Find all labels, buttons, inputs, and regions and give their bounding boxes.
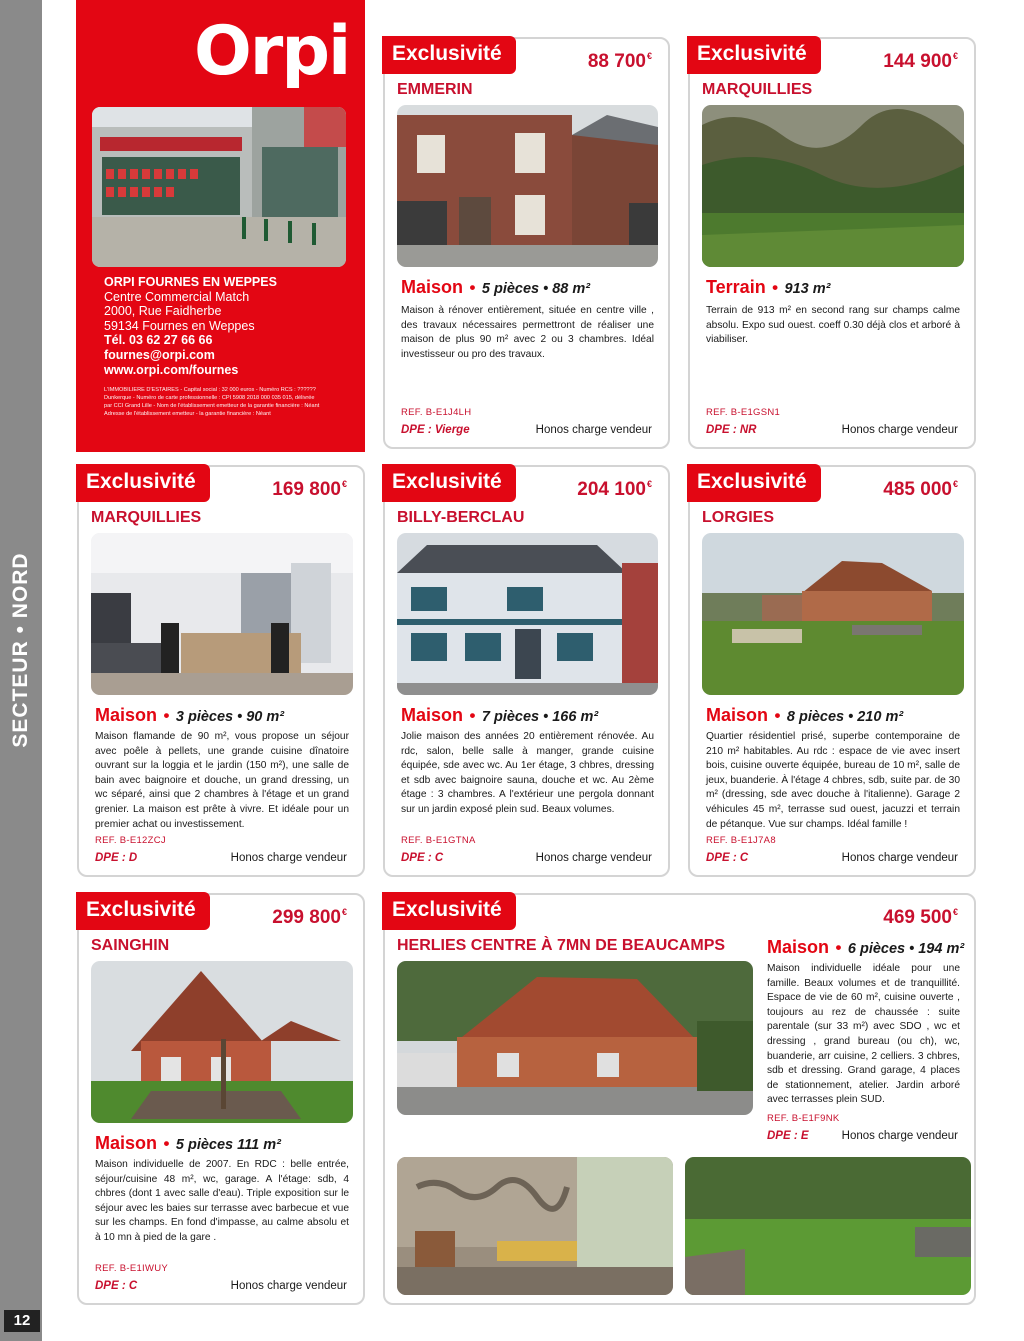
listing-card-sainghin[interactable]: [77, 893, 365, 1305]
separator: •: [469, 706, 476, 725]
listing-card-emmerin[interactable]: [383, 37, 670, 449]
listing-description: Maison individuelle idéale pour une famille. Beaux volumes et de tranquillité. Espace de vie de 60 m², cuisine ouverte , toujours au rez de chaussée : suite parentale (sur 33 m²) avec SDO , wc et dressing , grand bureau (ou ch), wc, buanderie, arr cuisine, 2 celliers. 3 chbres, sdb et dressing. Grand garage, 4 places de stationnement, atelier. Jardin arboré avec terrasses plein SUD.: [767, 963, 960, 1106]
property-type: Maison: [401, 705, 464, 725]
listing-reference: REF. B-E1GTNA: [401, 835, 476, 846]
listing-dpe: DPE : C: [706, 852, 749, 864]
property-specs: 6 pièces • 194 m²: [847, 941, 965, 957]
listing-headline: [706, 705, 903, 726]
listing-description: Maison flamande de 90 m², vous propose un séjour avec poêle à pellets, une grande cuisine dînatoire ouvrant sur la loggia et le jardin (150 m²), une salle de bain avec baignoire et douche, un grand dressing, un wc séparé, ainsi que 2 chambres à l'étage et un grand grenier. La maison est prête à vivre. Et idéale pour un premier achat ou investissement.: [95, 731, 349, 830]
section-sidebar: [0, 0, 42, 1341]
listing-reference: REF. B-E1J7A8: [706, 835, 776, 846]
listing-reference: REF. B-E1GSN1: [706, 407, 781, 418]
listing-price: 169 800€: [272, 479, 347, 500]
property-type: Maison: [95, 1133, 158, 1153]
listing-dpe: DPE : C: [401, 852, 444, 864]
listing-dpe: DPE : NR: [706, 424, 757, 436]
listing-city: HERLIES CENTRE À 7MN DE BEAUCAMPS: [397, 937, 726, 954]
legal-line: Dunkerque - Numéro de carte professionnelle : CPI 5908 2018 000 035 015, délivrée: [104, 395, 315, 401]
listing-reference: REF. B-E1F9NK: [767, 1113, 840, 1124]
listing-fees: Honos charge vendeur: [841, 424, 958, 436]
listing-price: 485 000€: [883, 479, 958, 500]
agency-legal-notice: [104, 386, 354, 418]
listing-photo[interactable]: [91, 533, 353, 695]
listing-headline: [401, 277, 590, 298]
separator: •: [772, 278, 779, 297]
agency-address-line: Centre Commercial Match: [104, 289, 250, 304]
listing-price: 144 900€: [883, 51, 958, 72]
section-label: SECTEUR • NORD: [9, 552, 32, 748]
listing-price: 88 700€: [587, 51, 652, 72]
agency-name: ORPI FOURNES EN WEPPES: [104, 275, 277, 289]
listing-photo[interactable]: [397, 533, 658, 695]
property-type: Maison: [401, 277, 464, 297]
listing-description: Maison individuelle de 2007. En RDC : belle entrée, séjour/cuisine 48 m², wc, garage. A l'étage: sdb, 4 chbres (dont 1 avec salle d'eau). Triple exposition sur le séjour avec les baies sur terrasse avec barbecue et vue sur les champs. En fond d'impasse, au calme absolu et à 10 mn à pied de la gare .: [95, 1159, 349, 1243]
property-specs: 5 pièces 111 m²: [175, 1137, 281, 1153]
listing-photo[interactable]: [91, 961, 353, 1123]
property-specs: 3 pièces • 90 m²: [175, 709, 285, 725]
listing-dpe: DPE : E: [767, 1130, 809, 1142]
listing-card-herlies[interactable]: [383, 893, 976, 1305]
property-type: Maison: [767, 937, 830, 957]
legal-line: par CCI Grand Lille - Nom de l'établissement emetteur de la garantie financière : Néant: [104, 403, 320, 409]
agency-panel: [76, 0, 365, 452]
listing-reference: REF. B-E1J4LH: [401, 407, 472, 418]
property-type: Maison: [95, 705, 158, 725]
listing-photo-garden[interactable]: [685, 1157, 971, 1295]
orpi-logo: Orpi: [194, 12, 350, 91]
listing-city: MARQUILLIES: [91, 509, 202, 526]
exclusivity-badge: Exclusivité: [382, 464, 516, 502]
property-type: Maison: [706, 705, 769, 725]
listing-city: SAINGHIN: [91, 937, 170, 954]
listing-fees: Honos charge vendeur: [841, 1130, 958, 1142]
listing-headline: [95, 705, 284, 726]
property-specs: 8 pièces • 210 m²: [786, 709, 904, 725]
property-specs: 7 pièces • 166 m²: [481, 709, 599, 725]
listing-fees: Honos charge vendeur: [535, 852, 652, 864]
listing-price: 469 500€: [883, 907, 958, 928]
agency-contact: [104, 275, 354, 377]
listing-price: 299 800€: [272, 907, 347, 928]
listing-headline: [767, 937, 964, 958]
listing-description: Maison à rénover entièrement, située en centre ville , des travaux nécessaires permettront de réaliser une maison de plus 90 m² avec 2 ou 3 chambres. Idéal investisseur ou pro des travaux.: [401, 305, 654, 360]
agency-email-link[interactable]: fournes@orpi.com: [104, 347, 215, 362]
legal-line: L'IMMOBILIERE D'ESTAIRES - Capital social : 32 000 euros - Numéro RCS : ??????: [104, 387, 316, 393]
property-specs: 913 m²: [784, 281, 831, 297]
listing-city: EMMERIN: [397, 81, 473, 98]
listing-reference: REF. B-E1IWUY: [95, 1263, 169, 1274]
page-number: 12: [4, 1310, 40, 1332]
listing-dpe: DPE : C: [95, 1280, 138, 1292]
listing-fees: Honos charge vendeur: [841, 852, 958, 864]
listing-headline: [95, 1133, 281, 1154]
listing-description: Quartier résidentiel prisé, superbe contemporaine de 210 m² habitables. Au rdc : espace de vie avec insert bois, cuisine ouverte équipée, bureau de 10 m², salle de jeux, buanderie. À l'étage 4 chbres, sdb, suite par. de 30 m² (dressing, sde avec douche à l'italienne). Garage 2 véhicules 45 m², terrasse sud ouest, jacuzzi et terrain de pétanque. Vue sur champs. Idéal famille !: [706, 731, 960, 830]
exclusivity-badge: Exclusivité: [76, 892, 210, 930]
listing-reference: REF. B-E12ZCJ: [95, 835, 166, 846]
separator: •: [469, 278, 476, 297]
separator: •: [163, 706, 170, 725]
listing-card-lorgies[interactable]: [688, 465, 976, 877]
agency-storefront-photo: [92, 107, 346, 267]
listing-dpe: DPE : D: [95, 852, 138, 864]
listing-dpe: DPE : Vierge: [401, 424, 470, 436]
listing-photo-main[interactable]: [397, 961, 753, 1115]
listing-card-marquillies-maison[interactable]: [77, 465, 365, 877]
listing-city: BILLY-BERCLAU: [397, 509, 525, 526]
exclusivity-badge: Exclusivité: [382, 892, 516, 930]
agency-address-line: 59134 Fournes en Weppes: [104, 318, 255, 333]
listing-city: MARQUILLIES: [702, 81, 813, 98]
separator: •: [774, 706, 781, 725]
listing-fees: Honos charge vendeur: [230, 1280, 347, 1292]
agency-address-line: 2000, Rue Faidherbe: [104, 304, 222, 319]
listing-photo-interior[interactable]: [397, 1157, 673, 1295]
agency-phone[interactable]: Tél. 03 62 27 66 66: [104, 333, 213, 348]
listing-card-marquillies-terrain[interactable]: [688, 37, 976, 449]
agency-website-link[interactable]: www.orpi.com/fournes: [104, 362, 239, 377]
property-type: Terrain: [706, 277, 766, 297]
listing-fees: Honos charge vendeur: [535, 424, 652, 436]
listing-headline: [401, 705, 598, 726]
legal-line: Adresse de l'établissement emetteur - la garantie financière : Néant: [104, 411, 271, 417]
listing-photo[interactable]: [397, 105, 658, 267]
listing-headline: [706, 277, 831, 298]
listing-price: 204 100€: [577, 479, 652, 500]
exclusivity-badge: Exclusivité: [687, 36, 821, 74]
listing-description: Jolie maison des années 20 entièrement rénovée. Au rdc, salon, belle salle à manger, grande cuisine équipée, sde avec wc. Au 1er étage, 3 chbres, dressing et sdb avec baignoire sauna, douche et wc. Au 2ème étage : 3 chambres. A l'extérieur une pergola donnant sur un jardin exposé plein sud. Beaux volumes.: [401, 731, 654, 815]
separator: •: [163, 1134, 170, 1153]
exclusivity-badge: Exclusivité: [76, 464, 210, 502]
property-specs: 5 pièces • 88 m²: [481, 281, 591, 297]
listing-card-billy-berclau[interactable]: [383, 465, 670, 877]
listing-photo[interactable]: [702, 533, 964, 695]
listing-photo[interactable]: [702, 105, 964, 267]
listing-city: LORGIES: [702, 509, 775, 526]
exclusivity-badge: Exclusivité: [382, 36, 516, 74]
exclusivity-badge: Exclusivité: [687, 464, 821, 502]
listing-description: Terrain de 913 m² en second rang sur champs calme absolu. Expo sud ouest. coeff 0.30 déjà clos et arboré à viabiliser.: [706, 305, 960, 346]
separator: •: [835, 938, 842, 957]
listing-fees: Honos charge vendeur: [230, 852, 347, 864]
